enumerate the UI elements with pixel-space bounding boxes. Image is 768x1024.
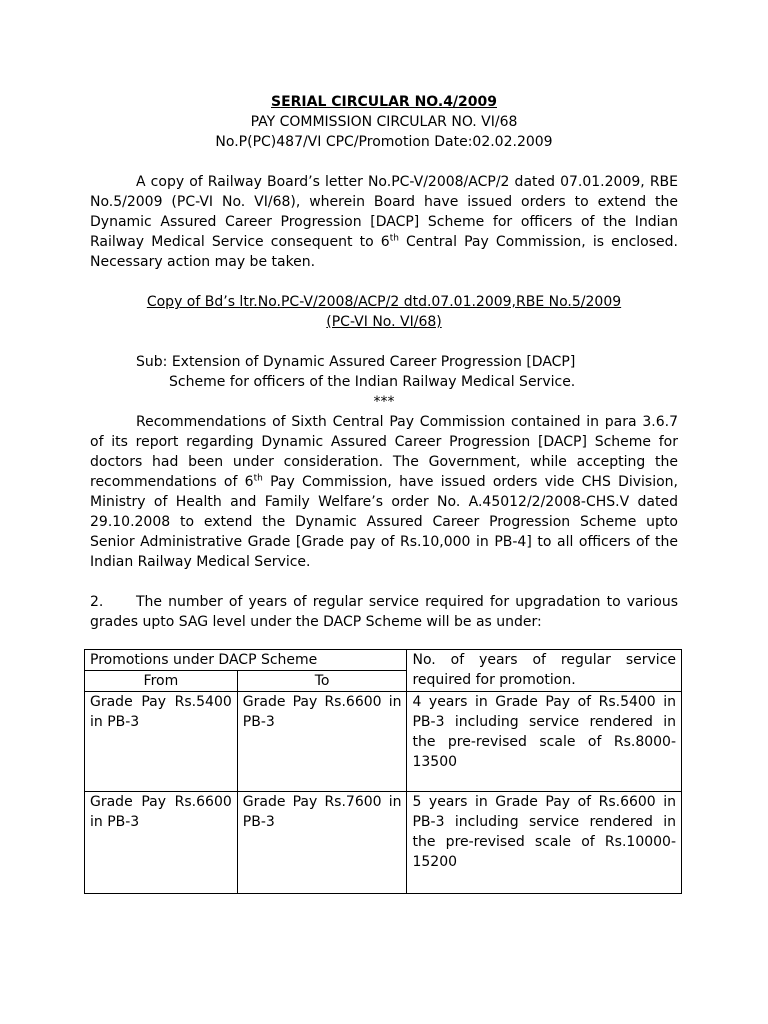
table-header-row bbox=[85, 650, 682, 671]
reference-number-date: No.P(PC)487/VI CPC/Promotion Date:02.02.2009 bbox=[215, 134, 553, 150]
subject-line2: Scheme for officers of the Indian Railway Medical Service. bbox=[169, 374, 576, 390]
paragraph-1: Recommendations of Sixth Central Pay Commission contained in para 3.6.7 of its report regarding Dynamic Assured Career Progression [DACP] Scheme for doctors had been under consideration. The Government, while accepting the recommendations of 6th Pay Commission, have issued orders vide CHS Division, Ministry of Health and Family Welfare’s order No. A.45012/2/2008-CHS.V dated 29.10.2008 to extend the Dynamic Assured Career Progression Scheme upto Senior Administrative Grade [Grade pay of Rs.10,000 in PB-4] to all officers of the Indian Railway Medical Service. bbox=[90, 414, 678, 570]
header-to: To bbox=[237, 671, 407, 692]
row-to: Grade Pay Rs.7600 in PB-3 bbox=[237, 792, 407, 894]
subject-block bbox=[136, 352, 678, 392]
serial-circular-title: SERIAL CIRCULAR NO.4/2009 bbox=[270, 94, 498, 110]
table-row bbox=[85, 792, 682, 894]
intro-paragraph: A copy of Railway Board’s letter No.PC-V/2008/ACP/2 dated 07.01.2009, RBE No.5/2009 (PC-VI No. VI/68), wherein Board have issued orders to extend the Dynamic Assured Career Progression [DACP] Scheme for officers of the Indian Railway Medical Service consequent to 6th Central Pay Commission, is enclosed. Necessary action may be taken. bbox=[90, 174, 678, 270]
header-from: From bbox=[85, 671, 238, 692]
paragraph-2: 2. The number of years of regular service required for upgradation to various grades upto SAG level under the DACP Scheme will be as under: bbox=[90, 594, 678, 630]
dacp-promotion-table bbox=[84, 649, 682, 894]
copy-heading-line2: (PC-VI No. VI/68) bbox=[326, 314, 442, 330]
row-from: Grade Pay Rs.5400 in PB-3 bbox=[85, 692, 238, 792]
row-to: Grade Pay Rs.6600 in PB-3 bbox=[237, 692, 407, 792]
row-from: Grade Pay Rs.6600 in PB-3 bbox=[85, 792, 238, 894]
row-years: 4 years in Grade Pay of Rs.5400 in PB-3 including service rendered in the pre-revised scale of Rs.8000-13500 bbox=[407, 692, 682, 792]
row-years: 5 years in Grade Pay of Rs.6600 in PB-3 including service rendered in the pre-revised scale of Rs.10000-15200 bbox=[407, 792, 682, 894]
pay-commission-circular: PAY COMMISSION CIRCULAR NO. VI/68 bbox=[250, 114, 518, 130]
separator-stars: *** bbox=[373, 394, 395, 410]
table-row bbox=[85, 692, 682, 792]
subject-line1: Sub: Extension of Dynamic Assured Career Progression [DACP] bbox=[136, 354, 576, 370]
header-promotions: Promotions under DACP Scheme bbox=[85, 650, 407, 671]
paragraph-2-number: 2. bbox=[90, 594, 104, 610]
header-years-required: No. of years of regular service required for promotion. bbox=[407, 650, 682, 692]
copy-heading-line1: Copy of Bd’s ltr.No.PC-V/2008/ACP/2 dtd.07.01.2009,RBE No.5/2009 bbox=[146, 294, 622, 310]
document-body bbox=[90, 92, 678, 632]
